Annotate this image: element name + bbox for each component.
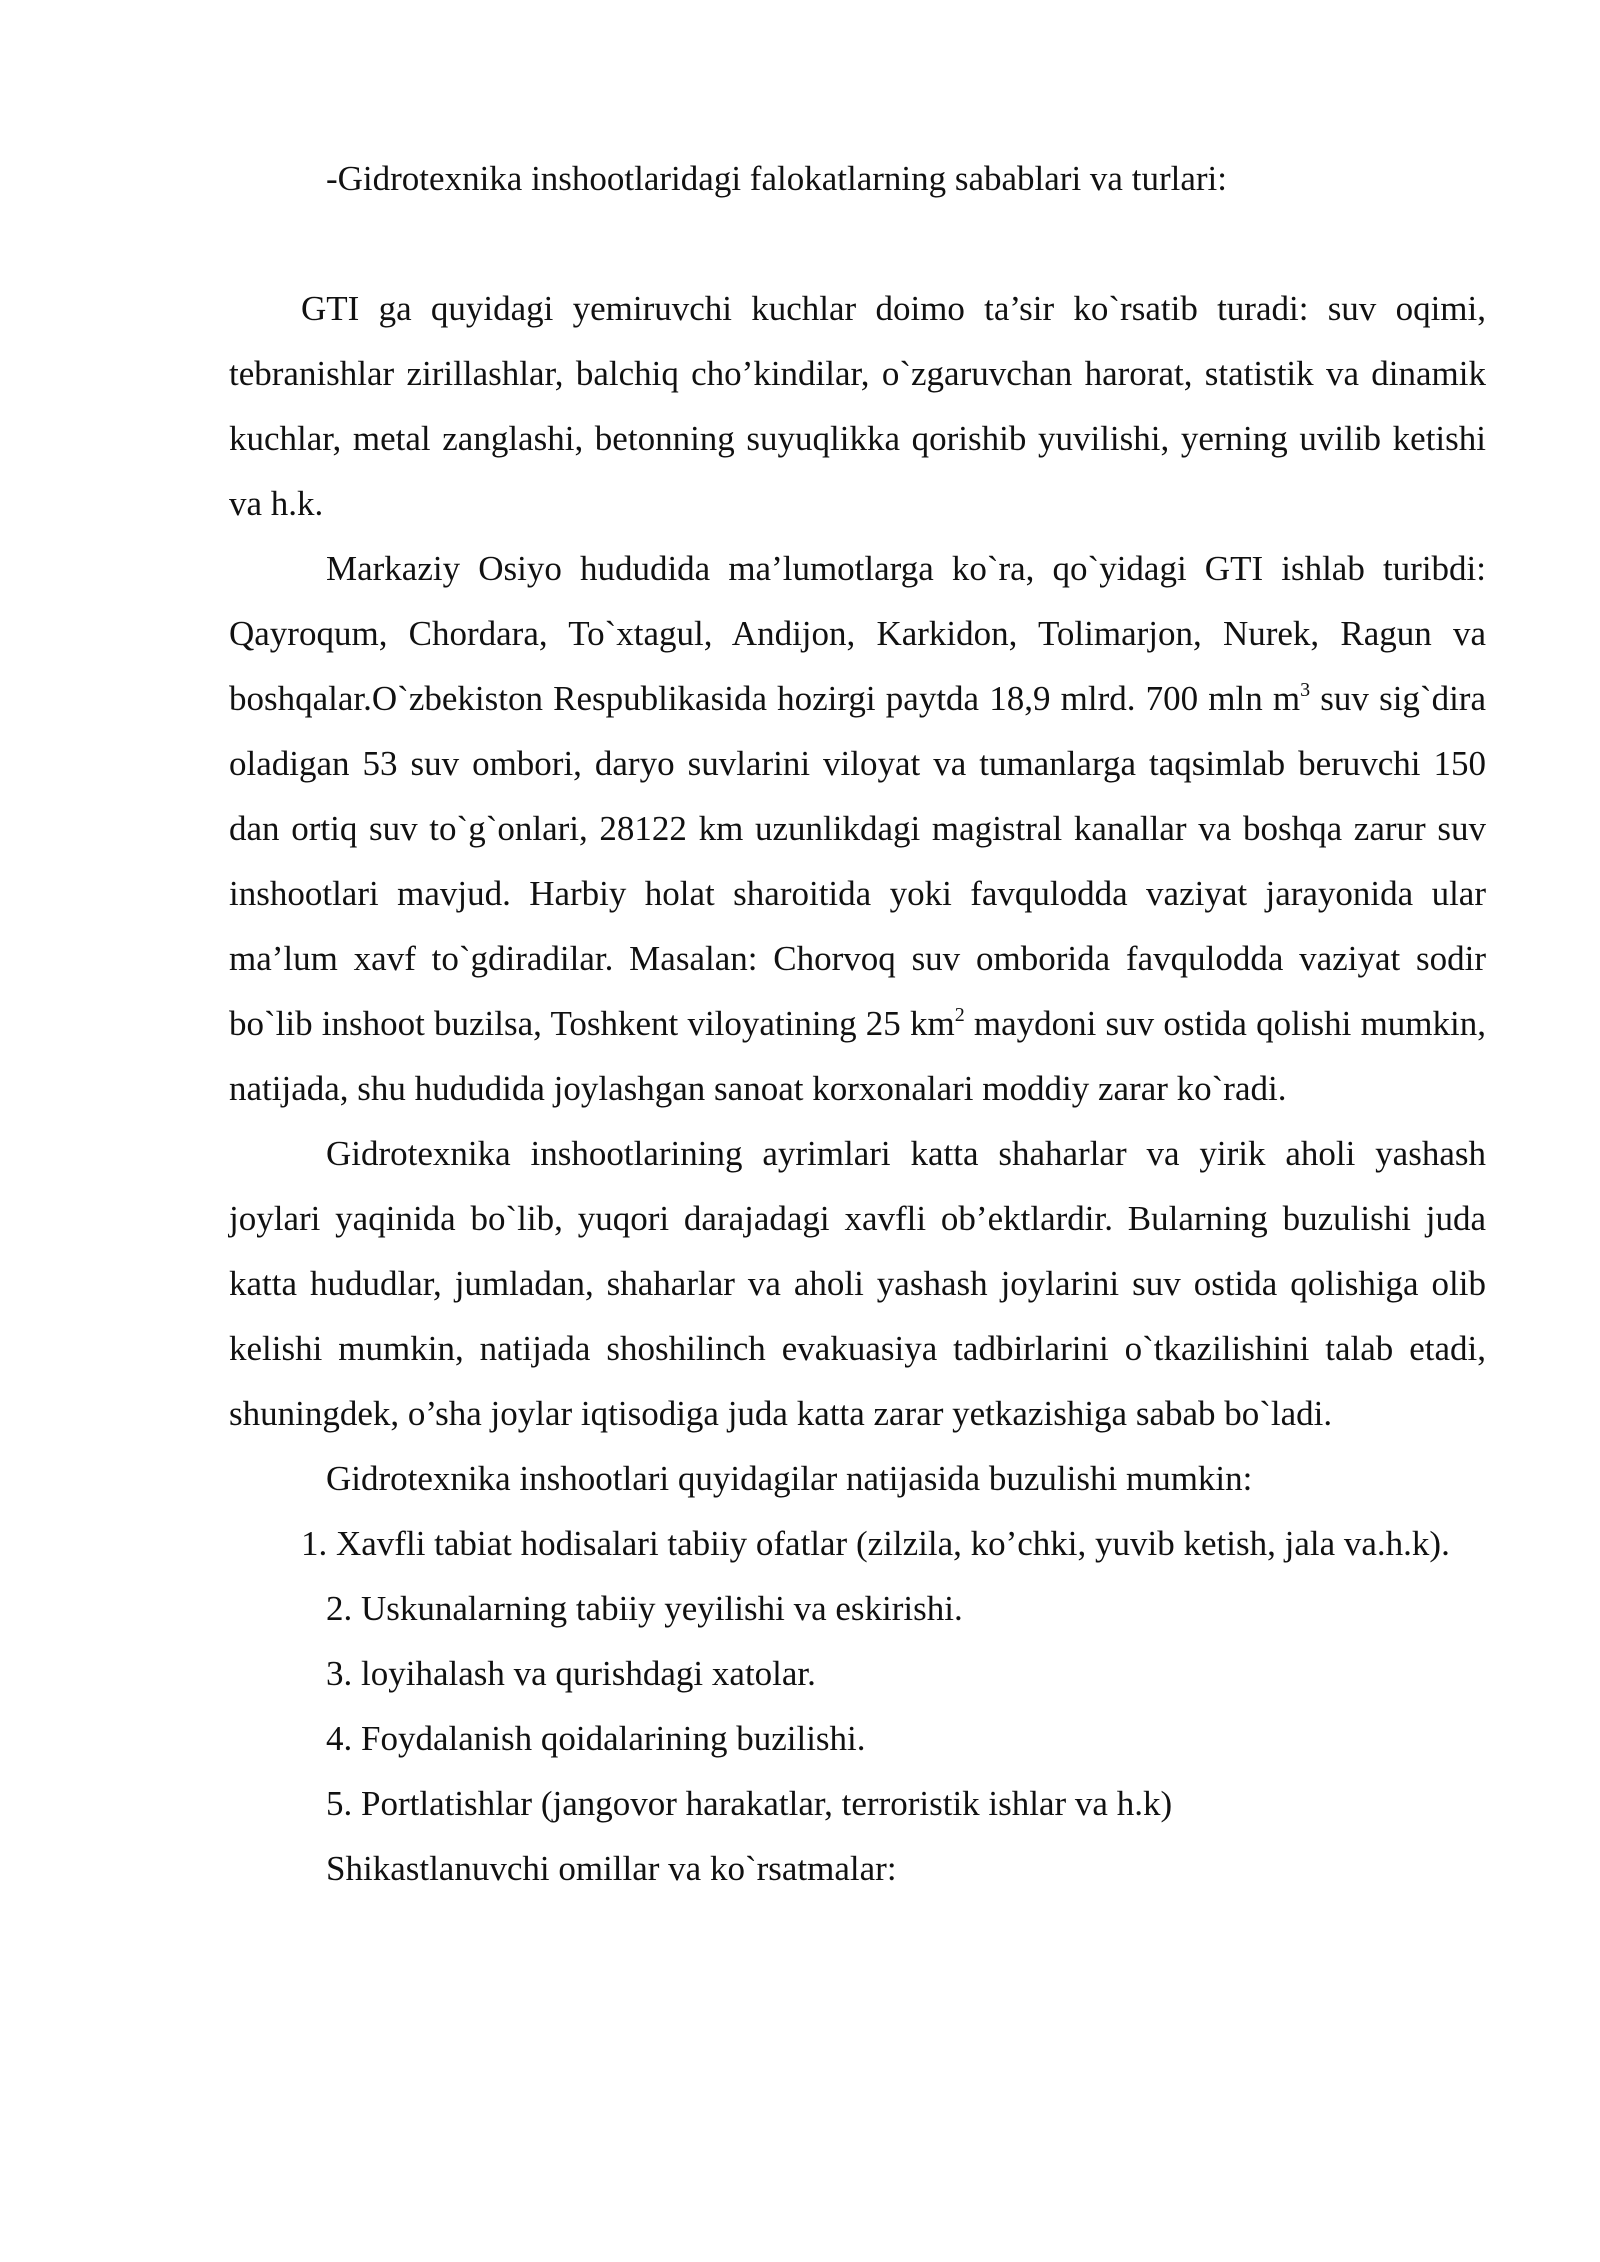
section-heading: -Gidrotexnika inshootlaridagi falokatlarning sabablari va turlari: — [326, 159, 1227, 198]
list-item: 1. Xavfli tabiat hodisalari tabiiy ofatlar (zilzila, ko’chki, yuvib ketish, jala va.h.k). — [301, 1524, 1450, 1563]
paragraph-text: maydoni suv ostida qolishi mumkin, natijada, shu hududida joylashgan sanoat korxonalari moddiy zarar ko`radi. — [229, 1004, 1486, 1108]
paragraph-text: suv sig`dira oladigan 53 suv ombori, daryo suvlarini viloyat va tumanlarga taqsimlab beruvchi 150 dan ortiq suv to`g`onlari, 28122 km uzunlikdagi magistral kanallar va boshqa zarur suv inshootlari mavjud. Harbiy holat sharoitida yoki favqulodda vaziyat jarayonida ular ma’lum xavf to`gdiradilar. Masalan: Chorvoq suv omborida favqulodda vaziyat sodir bo`lib inshoot buzilsa, Toshkent viloyatining 25 km — [229, 679, 1486, 1043]
paragraph-dangerous-objects: Gidrotexnika inshootlarining ayrimlari katta shaharlar va yirik aholi yashash joylari yaqinida bo`lib, yuqori darajadagi xavfli ob’ektlardir. Bularning buzulishi juda katta hududlar, jumladan, shaharlar va aholi yashash joylarini suv ostida qolishiga olib kelishi mumkin, natijada shoshilinch evakuasiya tadbirlarini o`tkazilishini talab etadi, shuningdek, o’sha joylar iqtisodiga juda katta zarar yetkazishiga sabab bo`ladi. — [229, 1134, 1486, 1433]
paragraph-text: Markaziy Osiyo hududida ma’lumotlarga ko`ra, qo`yidagi GTI ishlab turibdi: Qayroqum, Chordara, To`xtagul, Andijon, Karkidon, Tolimarjon, Nurek, Ragun va boshqalar.O`zbekiston Respublikasida hozirgi paytda 18,9 mlrd. 700 mln m — [229, 549, 1486, 718]
document-body — [229, 146, 1486, 1901]
list-item: 3. loyihalash va qurishdagi xatolar. — [326, 1654, 816, 1693]
superscript-squared: 2 — [954, 1004, 965, 1026]
list-item: 5. Portlatishlar (jangovor harakatlar, terroristik ishlar va h.k) — [326, 1784, 1173, 1823]
superscript-cubed: 3 — [1300, 679, 1311, 701]
list-item: 4. Foydalanish qoidalarining buzilishi. — [326, 1719, 866, 1758]
paragraph-destructive-forces: GTI ga quyidagi yemiruvchi kuchlar doimo ta’sir ko`rsatib turadi: suv oqimi, tebranishlar zirillashlar, balchiq cho’kindilar, o`zgaruvchan harorat, statistik va dinamik kuchlar, metal zanglashi, betonning suyuqlikka qorishib yuvilishi, yerning uvilib ketishi va h.k. — [229, 289, 1486, 523]
list-item: 2. Uskunalarning tabiiy yeyilishi va eskirishi. — [326, 1589, 963, 1628]
paragraph-causes-intro: Gidrotexnika inshootlari quyidagilar natijasida buzulishi mumkin: — [326, 1459, 1253, 1498]
closing-heading: Shikastlanuvchi omillar va ko`rsatmalar: — [326, 1849, 897, 1888]
blank-line — [229, 211, 1486, 276]
paragraph-central-asia-reservoirs — [229, 536, 1486, 1121]
